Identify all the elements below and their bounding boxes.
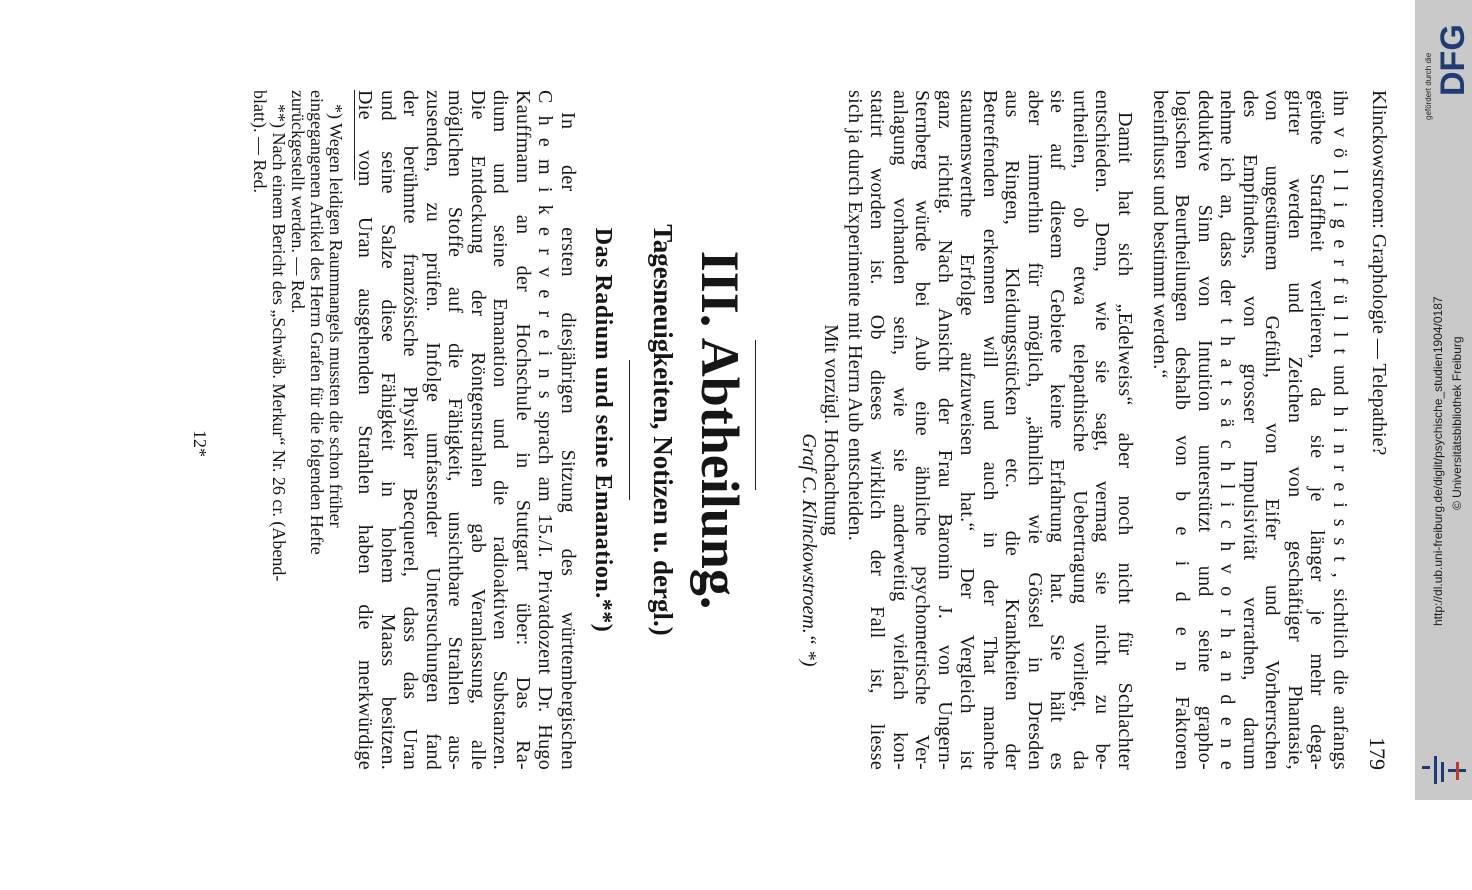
page-number: 179	[1365, 737, 1390, 770]
text-line: des Empfindens, von grosser Impulsivität verrathen, darum	[1239, 90, 1261, 770]
section-rule-top	[755, 340, 756, 490]
text-line: sie auf diesem Gebiete keine Erfahrung hat. Sie hält es	[1046, 90, 1069, 770]
text-line: staunenswerthe Erfolge aufzuweisen hat.“ Der Vergleich ist	[956, 90, 979, 770]
text-line: Kauffmann an der Hochschule in Stuttgart über: Das Ra-	[512, 90, 534, 770]
footnote-line: blatt). — Red.	[250, 90, 270, 193]
text-line: deduktive Sinn von Intuition unterstützt und seine grapho-	[1194, 90, 1216, 770]
text-line: von ungestümem Gefühl, von Eifer und Vorherrschen	[1261, 90, 1284, 770]
copyright-notice: © Universitätsbibliothek Freiburg	[1450, 336, 1464, 510]
text-line: dium und seine Emanation und die radioaktiven Substanzen.	[489, 90, 512, 770]
text-line: aus Ringen, Kleidungsstücken etc. die Krankheiten der	[1001, 90, 1024, 770]
sponsor-note: gefördert durch die	[1424, 52, 1433, 120]
text-line: Die vom Uran ausgehenden Strahlen haben die merkwürdige	[354, 90, 377, 770]
running-head	[1360, 90, 1390, 770]
text-line: nehme ich an, dass der t h a t s ä c h l i c h v o r h a n d e n e	[1216, 90, 1239, 770]
footnote-line: **) Nach einem Bericht des „Schwäb. Merkur“ Nr. 26 cr. (Abend-	[269, 104, 289, 582]
section-title: III. Abtheilung.	[690, 250, 750, 610]
text-line: Damit hat sich „Edelweiss“ aber noch nicht für Schlachter	[1114, 112, 1136, 770]
text-line: C h e m i k e r v e r e i n s sprach am 15./I. Privatdozent Dr. Hugo	[534, 90, 557, 770]
text-line: aber immerhin für möglich, „ähnlich wie Gössel in Dresden	[1024, 90, 1046, 770]
rotated-document	[50, 90, 1390, 770]
footnote-rule	[354, 90, 355, 180]
source-url[interactable]: http://dl.ub.uni-freiburg.de/diglit/psychische_studien1904/0187	[1431, 296, 1445, 626]
article-title: Das Radium und seine Emanation.**)	[590, 227, 616, 633]
signature: Graf C. Klinckowstroem.“ *)	[798, 433, 820, 667]
text-line: der berühmte französische Physiker Becquerel, dass das Uran	[399, 90, 422, 770]
text-line: Sternberg würde bei Aub eine ähnliche psychometrische Ver-	[911, 90, 934, 770]
text-line: In der ersten diesjährigen Sitzung des württembergischen	[557, 112, 579, 770]
text-line: geübte Straffheit verlieren, da sie je länger je mehr dega-	[1306, 90, 1329, 770]
text-line: ihn v ö l l i g e r f ü l l t und h i n r e i s s t , sichtlich die anfangs	[1329, 90, 1351, 770]
text-line: entschieden. Denn, wie sie sagt, vermag sie nicht zu be-	[1091, 90, 1114, 770]
text-line: Die Entdeckung der Röntgenstrahlen gab Veranlassung, alle	[467, 90, 489, 770]
closing-line: Mit vorzügl. Hochachtung	[820, 324, 842, 536]
running-head-title: Klinckowstroem: Graphologie — Telepathie?	[1368, 90, 1390, 456]
dfg-logo	[1432, 0, 1472, 100]
text-line: logischen Beurtheilungen deshalb von b e i d e n Faktoren	[1171, 90, 1194, 770]
library-logo-icon	[1422, 752, 1466, 788]
text-line: Betreffenden erkennen will und auch in der That manche	[979, 90, 1001, 770]
text-line: zusenden, zu prüfen. Infolge umfassender Untersuchungen fand	[422, 90, 444, 770]
text-line: möglichen Stoffe auf die Fähigkeit, unsichtbare Strahlen aus-	[444, 90, 467, 770]
text-line: anlagung vorhanden sein, wie sie anderweitig vielfach kon-	[889, 90, 911, 770]
text-line: girter werden und Zeichen von geschäftiger Phantasie,	[1284, 90, 1306, 770]
text-line: statirt worden ist. Ob dieses wirklich der Fall ist, liesse	[866, 90, 889, 770]
text-line: beeinflusst und bestimmt werden.“	[1149, 90, 1171, 379]
sheet-signature: 12*	[190, 430, 210, 457]
footnote-line: eingegangenen Artikel des Herrn Grafen für die folgenden Hefte	[307, 90, 327, 555]
text-line: sich ja durch Experimente mit Herrn Aub entscheiden.	[844, 90, 866, 542]
dfg-logo-text: DFG	[1434, 24, 1472, 96]
text-line: und seine Salze diese Fähigkeit in hohem Maass besitzen.	[377, 90, 399, 770]
section-subtitle: Tagesneuigkeiten, Notizen u. dergl.)	[648, 224, 678, 636]
text-line: ganz richtig. Nach Ansicht der Frau Baronin J. von Ungern-	[934, 90, 956, 770]
footnote-line: *) Wegen leidigen Raummangels mussten die schon früher	[326, 104, 346, 528]
footnote-line: zurückgestellt werden. — Red.	[288, 90, 308, 314]
section-rule-middle	[629, 360, 630, 500]
text-line: urtheilen, ob etwa telepathische Uebertragung vorliegt, da	[1069, 90, 1091, 770]
